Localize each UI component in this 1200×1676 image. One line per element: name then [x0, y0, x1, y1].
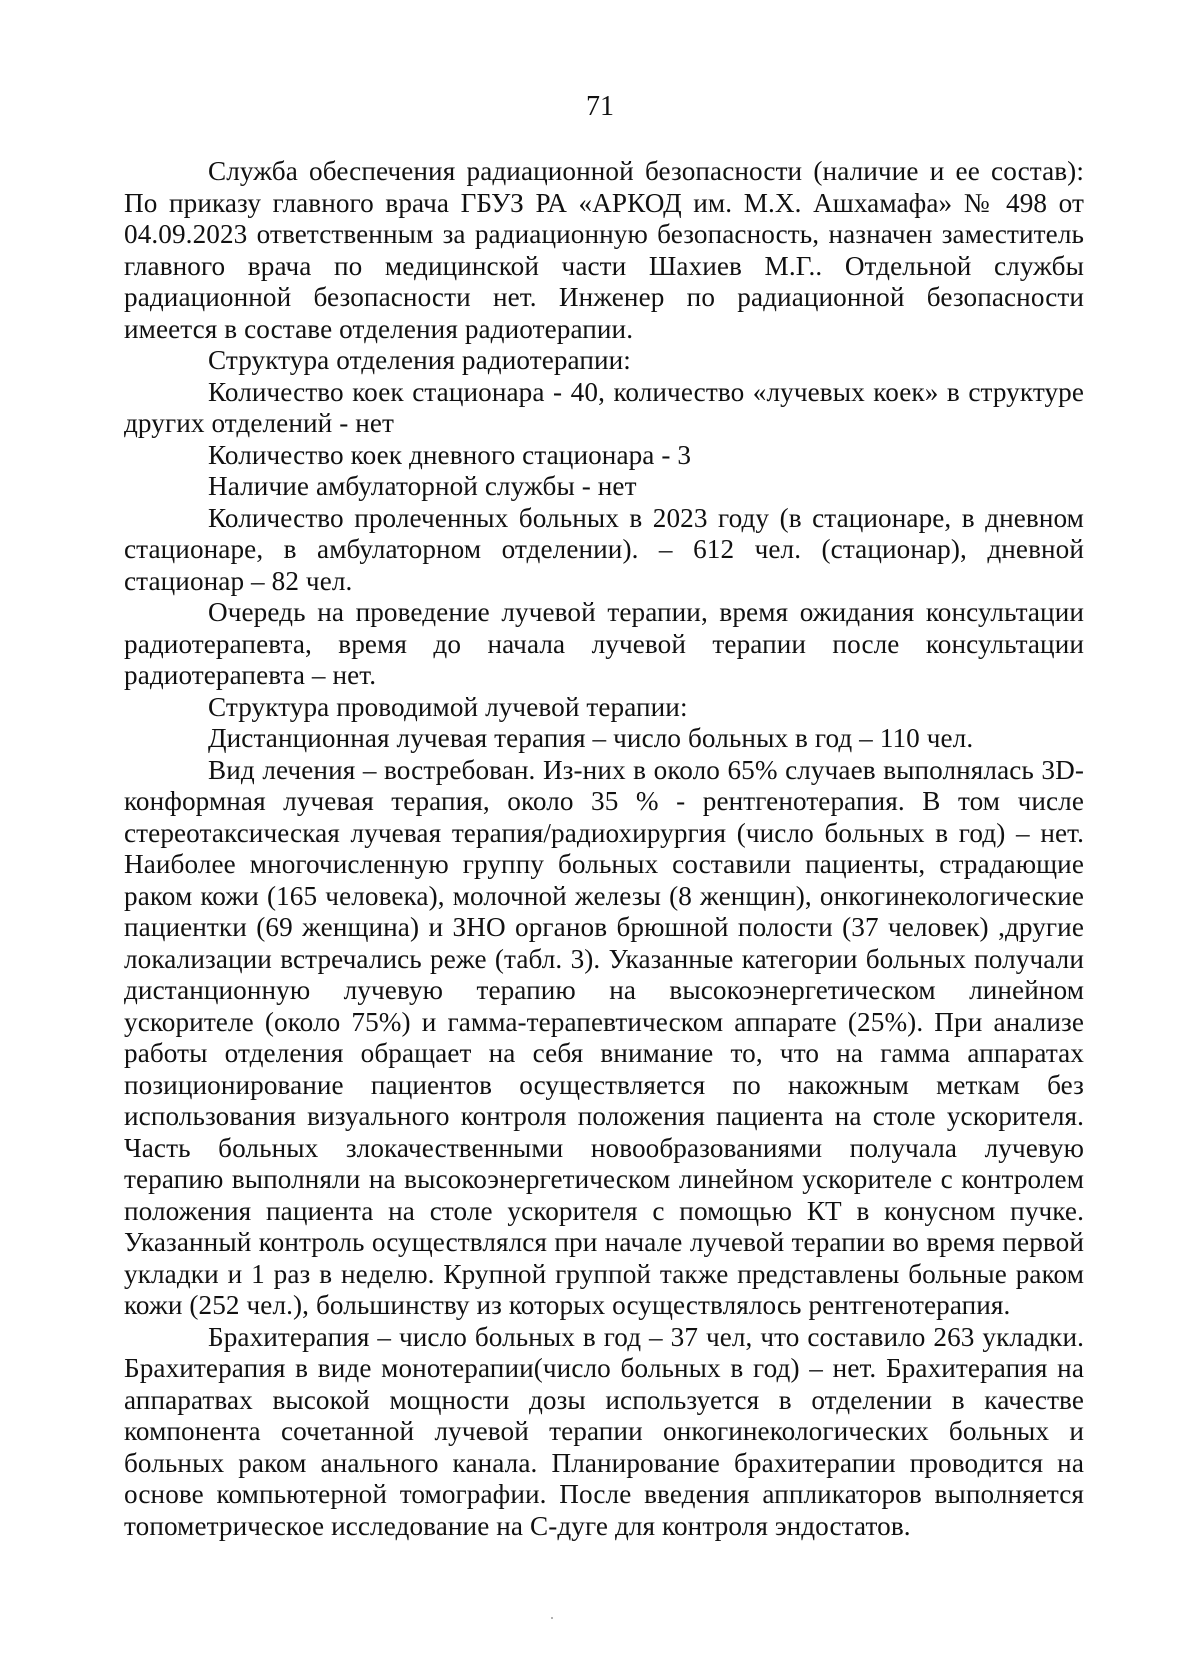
- paragraph-treated-patients: Количество пролеченных больных в 2023 году (в стационаре, в дневном стационаре, в амбулаторном отделении). – 612 чел. (стационар), дневной стационар – 82 чел.: [124, 502, 1084, 596]
- paragraph-radiation-safety-service: Служба обеспечения радиационной безопасности (наличие и ее состав): По приказу главного врача ГБУЗ РА «АРКОД им. М.Х. Ашхамафа» № 498 от 04.09.2023 ответственным за радиационную безопасность, назначен заместитель главного врача по медицинской части Шахиев М.Г.. Отдельной службы радиационной безопасности нет. Инженер по радиационной безопасности имеется в составе отделения радиотерапии.: [124, 156, 1084, 344]
- paragraph-inpatient-beds: Количество коек стационара - 40, количество «лучевых коек» в структуре других отделений - нет: [124, 376, 1084, 438]
- paragraph-treatment-type: Вид лечения – востребован. Из-них в около 65% случаев выполнялась 3D-конформная лучевая терапия, около 35 % - рентгенотерапия. В том числе стереотаксическая лучевая терапия/радиохирургия (число больных в год) – нет. Наиболее многочисленную группу больных составили пациенты, страдающие раком кожи (165 человека), молочной железы (8 женщин), онкогинекологические пациентки (69 женщина) и ЗНО органов брюшной полости (37 человек) ,другие локализации встречались реже (табл. 3). Указанные категории больных получали дистанционную лучевую терапию на высокоэнергетическом линейном ускорителе (около 75%) и гамма-терапевтическом аппарате (25%). При анализе работы отделения обращает на себя внимание то, что на гамма аппаратах позиционирование пациентов осуществляется по накожным меткам без использования визуального контроля положения пациента на столе ускорителя. Часть больных злокачественными новообразованиями получала лучевую терапию выполняли на высокоэнергетическом линейном ускорителе с контролем положения пациента на столе ускорителя с помощью КТ в конусном пучке. Указанный контроль осуществлялся при начале лучевой терапии во время первой укладки и 1 раз в неделю. Крупной группой также представлены больные раком кожи (252 чел.), большинству из которых осуществлялось рентгенотерапия.: [124, 754, 1084, 1320]
- paragraph-waiting-queue: Очередь на проведение лучевой терапии, время ожидания консультации радиотерапевта, время до начала лучевой терапии после консультации радиотерапевта – нет.: [124, 597, 1084, 690]
- paragraph-outpatient-service: Наличие амбулаторной службы - нет: [208, 471, 637, 501]
- paragraph-brachytherapy: Брахитерапия – число больных в год – 37 чел, что составило 263 укладки. Брахитерапия в виде монотерапии(число больных в год) – нет. Брахитерапия на аппаратвах высокой мощности дозы используется в отделении в качестве компонента сочетанной лучевой терапии онкогинекологических больных и больных раком анального канала. Планирование брахитерапии проводится на основе компьютерной томографии. После введения аппликаторов выполняется топометрическое исследование на С-дуге для контроля эндостатов.: [124, 1321, 1084, 1541]
- paragraph-department-structure-heading: Структура отделения радиотерапии:: [208, 345, 631, 375]
- paragraph-external-beam-therapy: Дистанционная лучевая терапия – число больных в год – 110 чел.: [208, 723, 974, 753]
- paragraph-day-hospital-beds: Количество коек дневного стационара - 3: [208, 439, 692, 470]
- scan-speck: [551, 1617, 553, 1619]
- document-body: [124, 156, 1084, 1542]
- paragraph-therapy-structure-heading: Структура проводимой лучевой терапии:: [208, 691, 688, 722]
- page-number: 71: [586, 91, 614, 122]
